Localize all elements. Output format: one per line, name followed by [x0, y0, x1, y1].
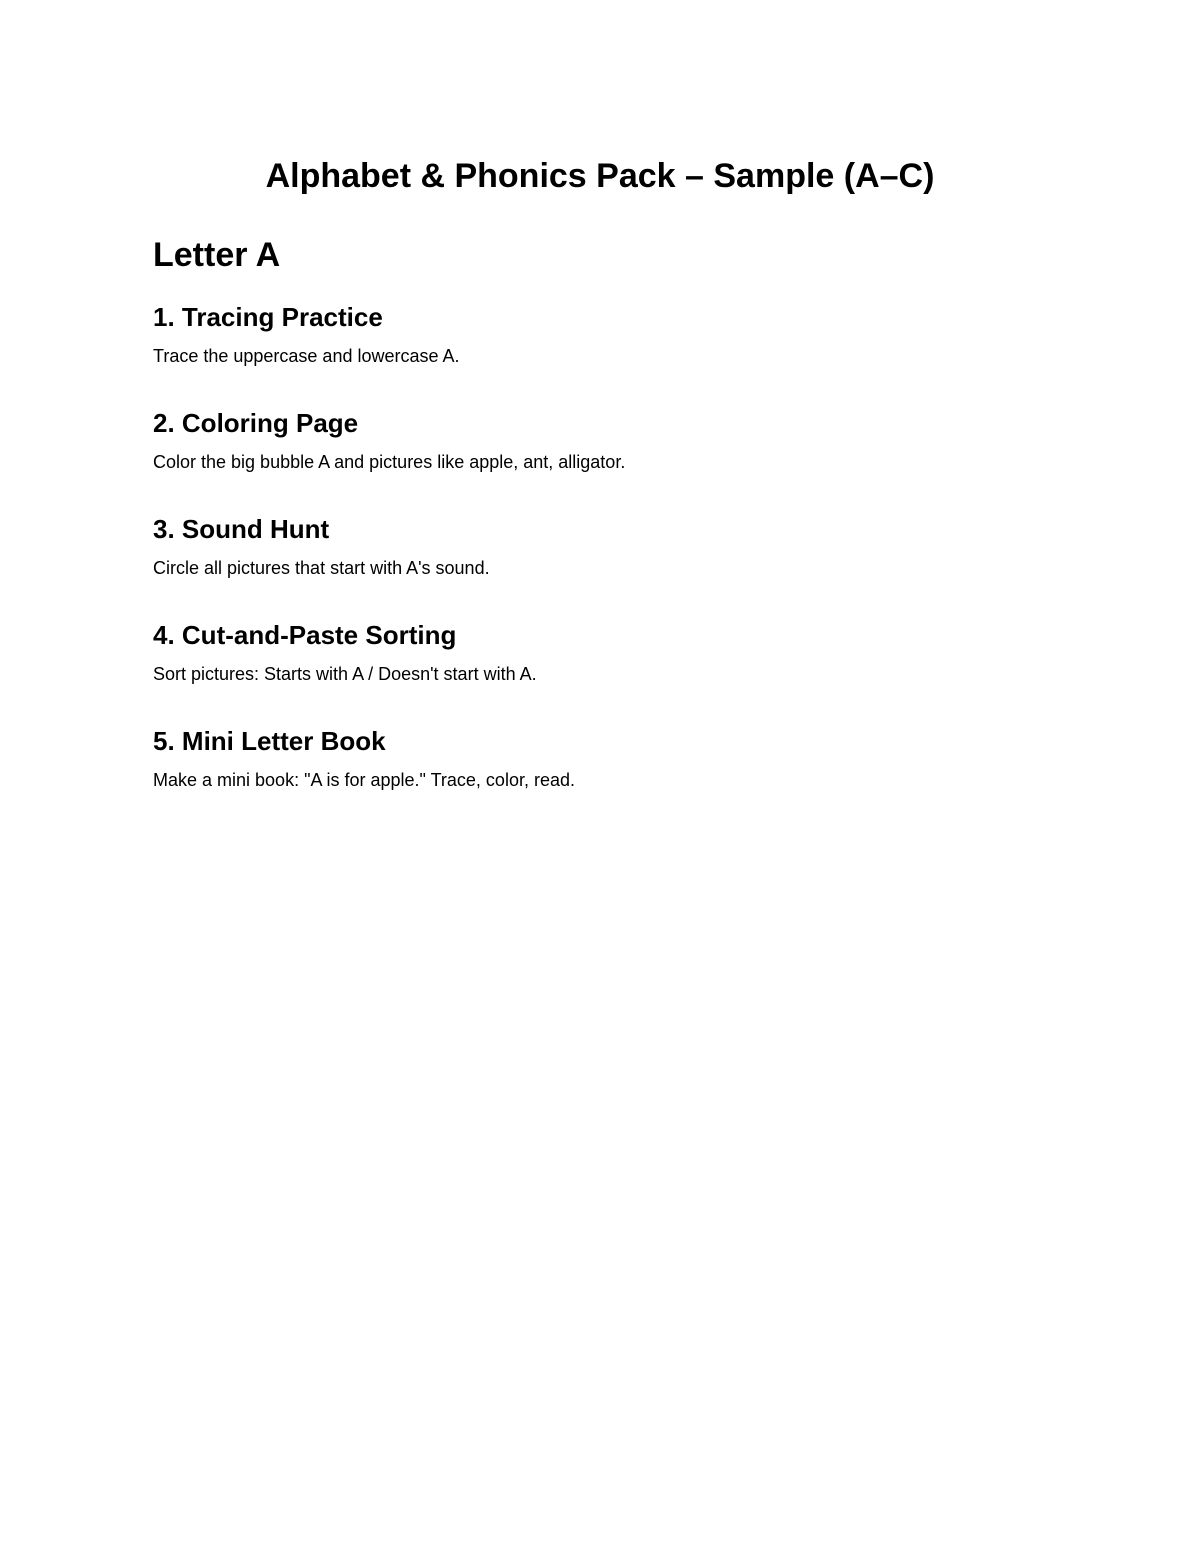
- document-title: Alphabet & Phonics Pack – Sample (A–C): [265, 157, 935, 195]
- section-sound-hunt: [153, 513, 490, 579]
- section-title: 5. Mini Letter Book: [153, 726, 386, 756]
- section-text: Trace the uppercase and lowercase A.: [153, 346, 460, 366]
- section-tracing-practice: [153, 301, 460, 367]
- section-text: Circle all pictures that start with A's sound.: [153, 558, 490, 578]
- section-title: 3. Sound Hunt: [153, 514, 330, 544]
- section-title: 2. Coloring Page: [153, 408, 359, 438]
- section-text: Sort pictures: Starts with A / Doesn't start with A.: [153, 664, 537, 684]
- section-text: Color the big bubble A and pictures like apple, ant, alligator.: [153, 452, 626, 472]
- letter-heading: Letter A: [153, 236, 281, 274]
- section-title: 4. Cut-and-Paste Sorting: [153, 620, 457, 650]
- section-title: 1. Tracing Practice: [153, 302, 383, 332]
- section-text: Make a mini book: "A is for apple." Trace, color, read.: [153, 770, 575, 790]
- section-cut-and-paste-sorting: [153, 619, 537, 685]
- section-mini-letter-book: [153, 725, 575, 791]
- section-coloring-page: [153, 407, 625, 473]
